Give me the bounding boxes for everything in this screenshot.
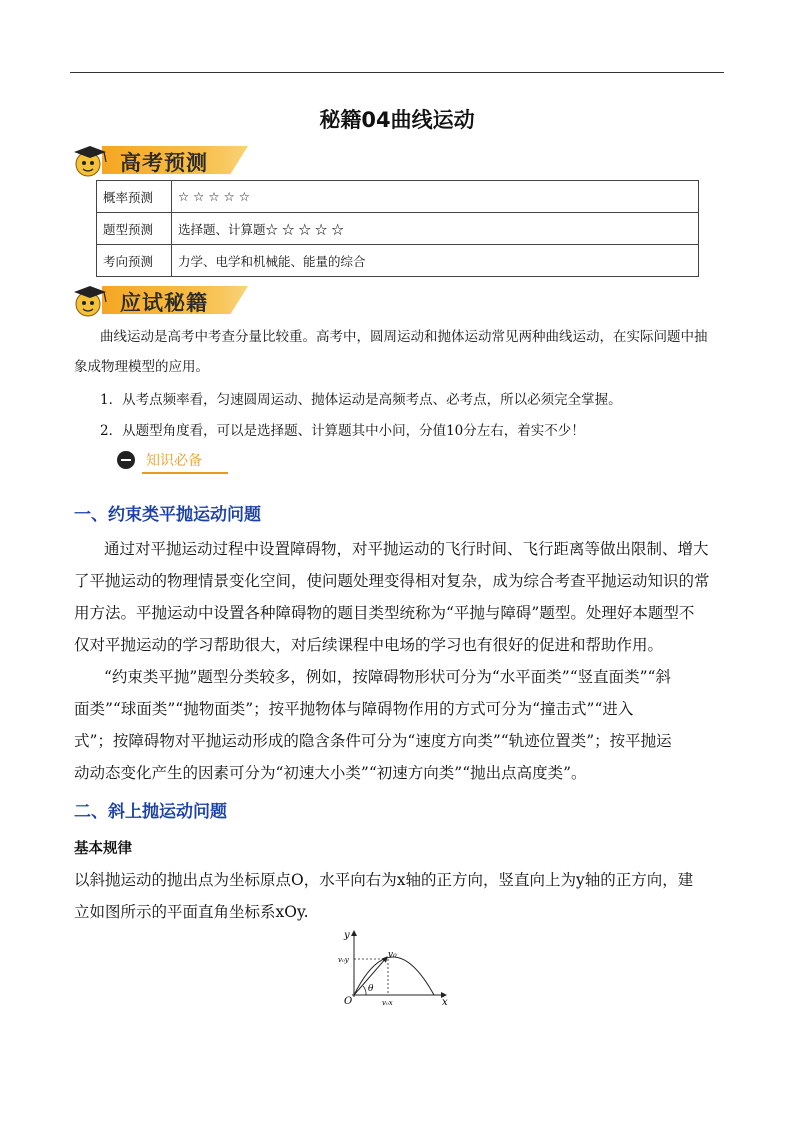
knowledge-label: 知识必备 bbox=[146, 453, 202, 469]
v0y-label: v₀y bbox=[338, 956, 349, 964]
page-title: 秘籍04曲线运动 bbox=[319, 108, 475, 132]
intro-point-1: 1．从考点频率看，匀速圆周运动、抛体运动是高频考点、必考点，所以必须完全掌握。 bbox=[100, 392, 622, 408]
table-cell-value: 选择题、计算题☆ ☆ ☆ ☆ ☆ bbox=[172, 213, 699, 245]
origin-label: O bbox=[344, 996, 353, 1007]
table-cell-value: ☆ ☆ ☆ ☆ ☆ bbox=[172, 181, 699, 213]
v0-label: v₀ bbox=[388, 950, 397, 960]
section1-line: 面类”“球面类”“抛物面类”；按平抛物体与障碍物作用的方式可分为“撞击式”“进入 bbox=[74, 700, 634, 718]
table-row bbox=[97, 213, 699, 245]
table-row bbox=[97, 245, 699, 277]
trajectory-curve bbox=[354, 957, 434, 995]
header-rule bbox=[70, 72, 724, 73]
intro-line-2: 象成物理模型的应用。 bbox=[74, 359, 209, 375]
section1-line: “约束类平抛”题型分类较多，例如，按障碍物形状可分为“水平面类”“竖直面类”“斜 bbox=[104, 668, 671, 686]
table-row bbox=[97, 181, 699, 213]
section2-subheading: 基本规律 bbox=[74, 841, 132, 857]
banner-exam-tips bbox=[70, 282, 250, 316]
student-mascot-icon bbox=[70, 282, 114, 322]
banner-title: 高考预测 bbox=[120, 151, 208, 175]
banner-title: 应试秘籍 bbox=[120, 291, 208, 315]
section2-line-2: 立如图所示的平面直角坐标系xOy. bbox=[74, 903, 309, 921]
section2-heading: 二、斜上抛运动问题 bbox=[74, 802, 227, 822]
table-cell-value: 力学、电学和机械能、能量的综合 bbox=[172, 245, 699, 277]
table-cell-key: 题型预测 bbox=[97, 213, 172, 245]
prediction-table bbox=[96, 180, 699, 277]
section1-heading: 一、约束类平抛运动问题 bbox=[74, 505, 261, 525]
section1-line: 动动态变化产生的因素可分为“初速大小类”“初速方向类”“抛出点高度类”。 bbox=[74, 764, 587, 782]
banner-gaokao-prediction bbox=[70, 142, 250, 176]
table-cell-key: 考向预测 bbox=[97, 245, 172, 277]
section1-line: 用方法。平抛运动中设置各种障碍物的题目类型统称为“平抛与障碍”题型。处理好本题型不 bbox=[74, 604, 695, 622]
table-cell-key: 概率预测 bbox=[97, 181, 172, 213]
intro-line-1: 曲线运动是高考中考查分量比较重。高考中，圆周运动和抛体运动常见两种曲线运动，在实际问题中抽 bbox=[100, 329, 708, 345]
theta-label: θ bbox=[368, 984, 374, 994]
v0x-label: v₀x bbox=[382, 999, 393, 1007]
section1-line: 式”；按障碍物对平抛运动形成的隐含条件可分为“速度方向类”“轨迹位置类”；按平抛运 bbox=[74, 732, 672, 750]
section1-line: 通过对平抛运动过程中设置障碍物，对平抛运动的飞行时间、飞行距离等做出限制、增大 bbox=[104, 540, 709, 558]
x-axis-label: x bbox=[442, 997, 448, 1007]
knowledge-underline bbox=[142, 472, 228, 474]
section2-line-1: 以斜抛运动的抛出点为坐标原点O，水平向右为x轴的正方向，竖直向上为y轴的正方向，建 bbox=[74, 871, 694, 889]
student-mascot-icon bbox=[70, 142, 114, 182]
section1-line: 仅对平抛运动的学习帮助很大，对后续课程中电场的学习也有很好的促进和帮助作用。 bbox=[74, 636, 664, 654]
intro-point-2: 2．从题型角度看，可以是选择题、计算题其中小问，分值10分左右，着实不少！ bbox=[100, 423, 585, 439]
y-axis-label: y bbox=[344, 930, 350, 941]
angle-arc bbox=[363, 986, 366, 995]
minus-circle-icon bbox=[117, 451, 135, 469]
section1-line: 了平抛运动的物理情景变化空间，使问题处理变得相对复杂，成为综合考查平抛运动知识的常 bbox=[74, 572, 710, 590]
projectile-diagram bbox=[330, 925, 460, 1007]
knowledge-tag bbox=[114, 447, 224, 475]
